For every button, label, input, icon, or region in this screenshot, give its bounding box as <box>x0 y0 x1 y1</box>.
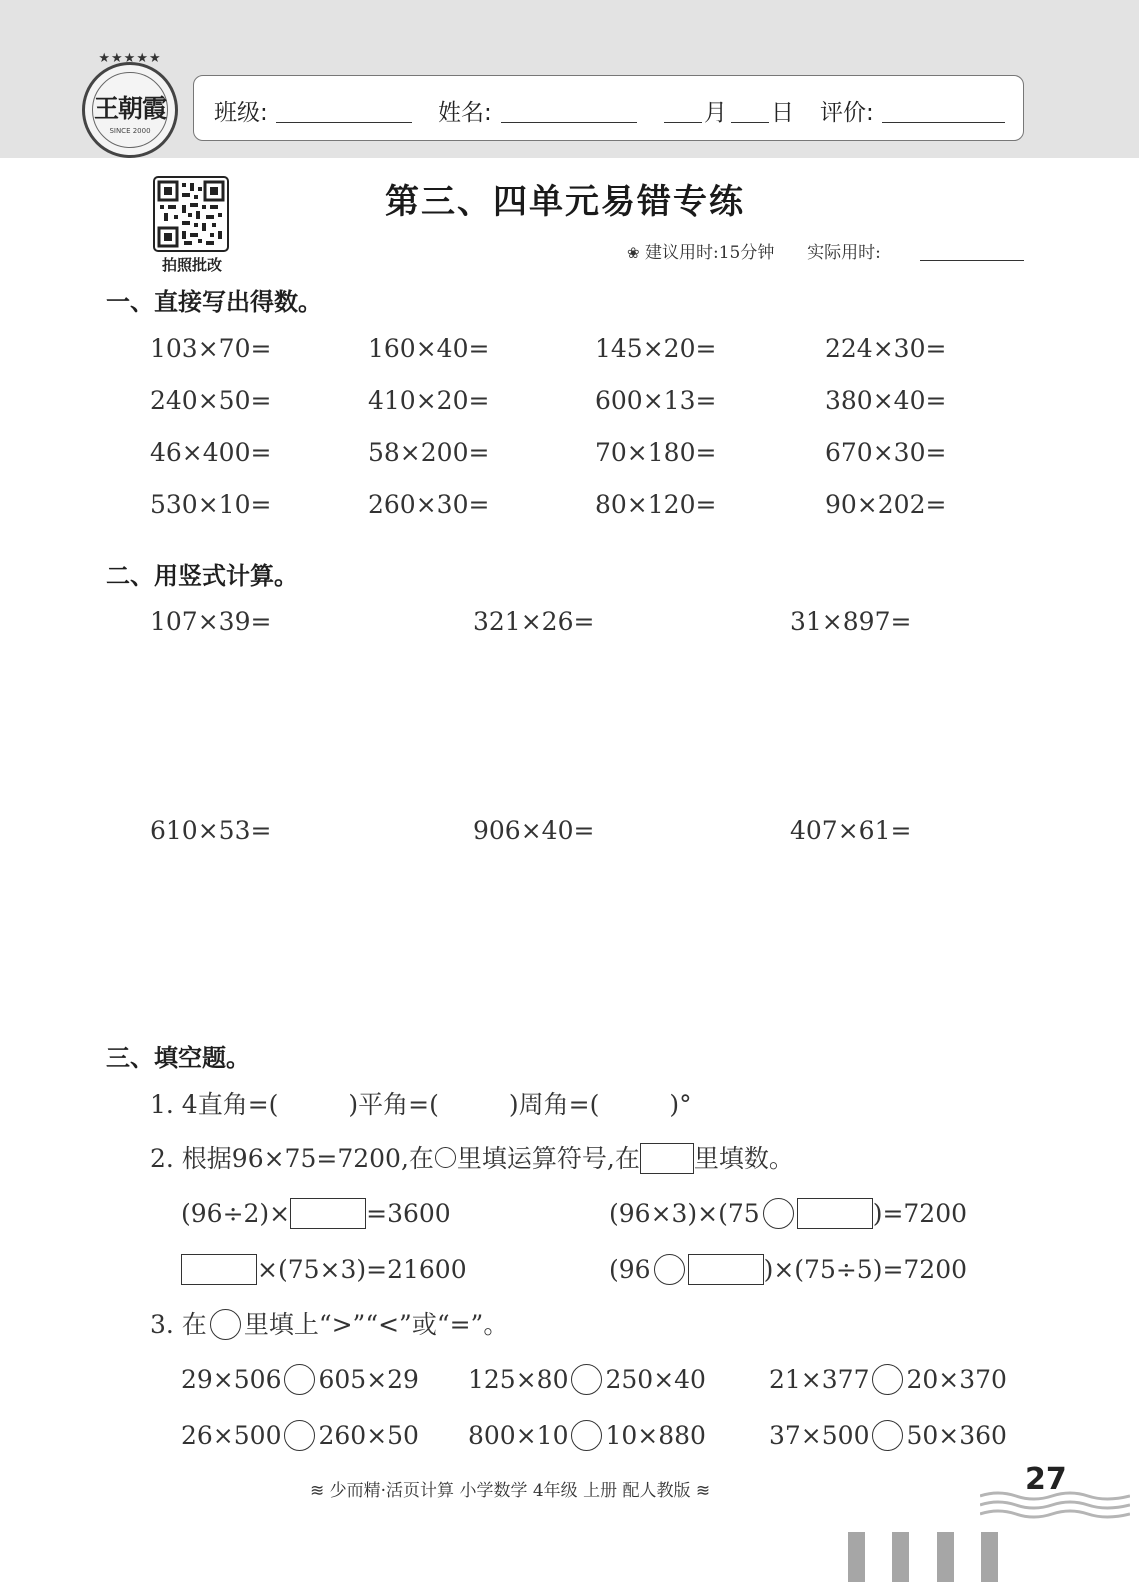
oral-problem: 58×200= <box>368 438 490 467</box>
q3-intro-b: 里填上“>”“<”或“=”。 <box>243 1310 509 1339</box>
question-2-intro <box>150 1144 794 1176</box>
month-label: 月 <box>704 100 727 126</box>
compare-circle[interactable] <box>284 1364 315 1395</box>
wave-decoration-icon <box>980 1488 1130 1522</box>
q1-part-a: 1. 4直角=( <box>150 1090 279 1119</box>
comparison-left: 26×500 <box>181 1421 282 1450</box>
q2-intro-b: 里填运算符号,在 <box>456 1144 640 1173</box>
q2-eq3-right: ×(75×3)=21600 <box>257 1255 467 1284</box>
section3-heading: 三、填空题。 <box>106 1044 250 1072</box>
comparison-item <box>181 1421 419 1453</box>
operator-circle[interactable] <box>763 1198 794 1229</box>
oral-problem: 90×202= <box>825 490 947 519</box>
oral-problem: 410×20= <box>368 386 490 415</box>
binding-mark <box>848 1532 865 1582</box>
comparison-left: 800×10 <box>468 1421 569 1450</box>
rating-label: 评价: <box>820 100 874 126</box>
actual-time-blank[interactable] <box>920 260 1024 261</box>
page-number: 27 <box>1025 1462 1067 1497</box>
suggested-time: 建议用时:15分钟 <box>644 243 775 263</box>
q2-equation-1 <box>181 1199 451 1231</box>
page-title: 第三、四单元易错专练 <box>385 182 745 222</box>
oral-problem: 380×40= <box>825 386 947 415</box>
q2-eq1-left: (96÷2)× <box>181 1199 291 1228</box>
q2-intro-a: 2. 根据96×75=7200,在 <box>150 1144 434 1173</box>
actual-time-label: 实际用时: <box>807 243 881 263</box>
q2-eq4-right: )×(75÷5)=7200 <box>763 1255 968 1284</box>
oral-problem: 160×40= <box>368 334 490 363</box>
logo-since: SINCE 2000 <box>109 127 151 135</box>
q2-eq2-right: )=7200 <box>872 1199 968 1228</box>
q2-equation-3 <box>181 1255 467 1287</box>
q3-intro-a: 3. 在 <box>150 1310 207 1339</box>
name-label: 姓名: <box>438 100 492 126</box>
section1-heading: 一、直接写出得数。 <box>106 288 322 316</box>
comparison-left: 37×500 <box>769 1421 870 1450</box>
vertical-problem: 321×26= <box>473 607 595 636</box>
q2-equation-2 <box>609 1199 967 1231</box>
circle-icon <box>210 1309 241 1340</box>
vertical-problem: 31×897= <box>790 607 912 636</box>
q1-part-d: )° <box>669 1090 692 1119</box>
oral-problem: 80×120= <box>595 490 717 519</box>
vertical-problem: 407×61= <box>790 816 912 845</box>
logo-brand: 王朝霞 <box>93 94 166 123</box>
compare-circle[interactable] <box>284 1420 315 1451</box>
comparison-right: 50×360 <box>906 1421 1007 1450</box>
comparison-item <box>769 1421 1007 1453</box>
vertical-problem: 906×40= <box>473 816 595 845</box>
q1-part-c: )周角=( <box>508 1090 600 1119</box>
question-1 <box>150 1090 692 1120</box>
comparison-right: 605×29 <box>318 1365 419 1394</box>
comparison-item <box>468 1365 706 1397</box>
q2-eq4-left: (96 <box>609 1255 651 1284</box>
oral-problem: 530×10= <box>150 490 272 519</box>
compare-circle[interactable] <box>872 1420 903 1451</box>
class-blank[interactable] <box>276 122 412 123</box>
q2-eq1-right: =3600 <box>366 1199 451 1228</box>
q2-equation-4 <box>609 1255 967 1287</box>
publisher-logo <box>82 51 178 158</box>
class-label: 班级: <box>214 100 268 126</box>
answer-box[interactable] <box>181 1254 257 1285</box>
comparison-left: 21×377 <box>769 1365 870 1394</box>
comparison-right: 10×880 <box>605 1421 706 1450</box>
binding-mark <box>981 1532 998 1582</box>
rating-blank[interactable] <box>882 122 1005 123</box>
comparison-item <box>769 1365 1007 1397</box>
vertical-problem: 610×53= <box>150 816 272 845</box>
qr-label: 拍照批改 <box>161 256 222 274</box>
comparison-left: 29×506 <box>181 1365 282 1394</box>
comparison-left: 125×80 <box>468 1365 569 1394</box>
day-label: 日 <box>771 100 794 126</box>
month-blank[interactable] <box>664 122 702 123</box>
oral-problem: 600×13= <box>595 386 717 415</box>
vertical-problem: 107×39= <box>150 607 272 636</box>
q2-intro-c: 里填数。 <box>693 1144 794 1173</box>
q1-part-b: )平角=( <box>348 1090 439 1119</box>
oral-problem: 46×400= <box>150 438 272 467</box>
answer-box[interactable] <box>290 1198 366 1229</box>
footer-text: ≋ 少而精·活页计算 小学数学 4年级 上册 配人教版 ≋ <box>310 1481 711 1501</box>
operator-circle[interactable] <box>654 1254 685 1285</box>
binding-mark <box>937 1532 954 1582</box>
section2-heading: 二、用竖式计算。 <box>106 562 298 590</box>
oral-problem: 145×20= <box>595 334 717 363</box>
answer-box[interactable] <box>797 1198 873 1229</box>
flower-icon: ❀ <box>627 244 640 262</box>
comparison-right: 250×40 <box>605 1365 706 1394</box>
comparison-item <box>181 1365 419 1397</box>
qr-code-icon <box>153 176 229 252</box>
name-blank[interactable] <box>501 122 637 123</box>
oral-problem: 224×30= <box>825 334 947 363</box>
answer-box[interactable] <box>688 1254 764 1285</box>
square-icon <box>640 1143 694 1174</box>
oral-problem: 240×50= <box>150 386 272 415</box>
comparison-item <box>468 1421 706 1453</box>
compare-circle[interactable] <box>872 1364 903 1395</box>
q2-eq2-left: (96×3)×(75 <box>609 1199 760 1228</box>
day-blank[interactable] <box>731 122 769 123</box>
comparison-right: 260×50 <box>318 1421 419 1450</box>
oral-problem: 70×180= <box>595 438 717 467</box>
compare-circle[interactable] <box>571 1364 602 1395</box>
time-line <box>627 238 881 263</box>
oral-problem: 670×30= <box>825 438 947 467</box>
binding-mark <box>892 1532 909 1582</box>
compare-circle[interactable] <box>571 1420 602 1451</box>
circle-icon <box>435 1147 456 1168</box>
question-3-intro <box>150 1310 508 1342</box>
oral-problem: 260×30= <box>368 490 490 519</box>
oral-problem: 103×70= <box>150 334 272 363</box>
logo-stars: ★★★★★ <box>98 51 162 66</box>
comparison-right: 20×370 <box>906 1365 1007 1394</box>
student-info-box <box>193 75 1024 141</box>
